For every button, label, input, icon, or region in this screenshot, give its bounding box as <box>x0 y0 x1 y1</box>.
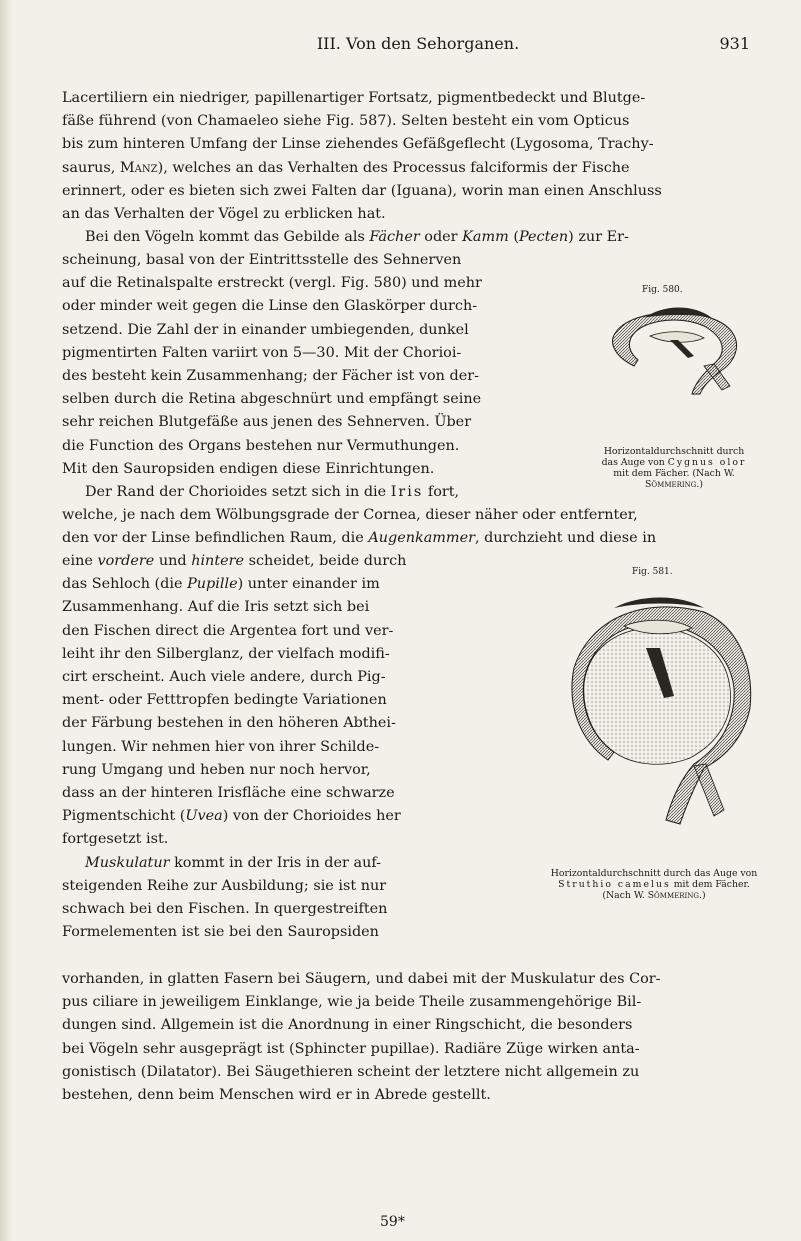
text-line: Zusammenhang. Auf die Iris setzt sich bei <box>62 599 370 616</box>
text-line: bis zum hinteren Umfang der Linse ziehendes Gefäßgeflecht (Lygosoma, Trachy- <box>62 136 654 153</box>
text-line: schwach bei den Fischen. In quergestreiften <box>62 901 388 918</box>
text-line: pigmentirten Falten variirt von 5—30. Mit der Chorioi- <box>62 344 462 361</box>
text-line: bei Vögeln sehr ausgeprägt ist (Sphincter pupillae). Radiäre Züge wirken anta- <box>62 1040 640 1057</box>
signature-mark: 59* <box>380 1214 405 1230</box>
text-line: scheinung, basal von der Eintrittsstelle des Sehnerven <box>62 252 462 268</box>
text-line: pus ciliare in jeweiligem Einklange, wie ja beide Theile zusammengehörige Bil- <box>62 994 642 1011</box>
figure-581-eye-section <box>554 588 756 828</box>
text-line: auf die Retinalspalte erstreckt (vergl. Fig. 580) und mehr <box>62 275 482 292</box>
text-line: Bei den Vögeln kommt das Gebilde als Fächer oder Kamm (Pecten) zur Er- <box>85 229 629 245</box>
figure-580-caption: Horizontaldurchschnitt durch das Auge von Cygnus olor mit dem Fächer. (Nach W. Sömmering.) <box>601 446 747 490</box>
text-line: gonistisch (Dilatator). Bei Säugethieren scheint der letztere nicht allgemein zu <box>62 1063 640 1080</box>
text-line: ment- oder Fetttropfen bedingte Variationen <box>62 692 387 709</box>
text-line: cirt erscheint. Auch viele andere, durch Pig- <box>62 669 386 686</box>
text-line: Formelementen ist sie bei den Sauropsiden <box>62 924 379 941</box>
text-line: an das Verhalten der Vögel zu erblicken hat. <box>62 206 386 223</box>
text-line: Mit den Sauropsiden endigen diese Einrichtungen. <box>62 460 435 477</box>
text-line: welche, je nach dem Wölbungsgrade der Cornea, dieser näher oder entfernter, <box>62 507 638 523</box>
figure-581-caption: Horizontaldurchschnitt durch das Auge von Struthio camelus mit dem Fächer. (Nach W. Sömmering.) <box>550 868 758 901</box>
paragraph-3-full <box>62 504 656 550</box>
paragraph-2-start <box>62 226 629 249</box>
text-line: fortgesetzt ist. <box>62 831 169 848</box>
paragraph-3-column <box>62 550 406 944</box>
text-line: steigenden Reihe zur Ausbildung; sie ist nur <box>62 877 387 894</box>
text-line: Pigmentschicht (Uvea) von der Chorioides her <box>62 808 401 825</box>
text-line: Muskulatur kommt in der Iris in der auf- <box>85 854 382 871</box>
text-line: erinnert, oder es bieten sich zwei Falten dar (Iguana), worin man einen Anschluss <box>62 182 662 199</box>
text-line: bestehen, denn beim Menschen wird er in Abrede gestellt. <box>62 1087 491 1104</box>
text-line: die Function des Organs bestehen nur Vermuthungen. <box>62 437 460 454</box>
figure-580-eye-section <box>604 300 746 396</box>
text-line: des besteht kein Zusammenhang; der Fächer ist von der- <box>62 368 479 385</box>
text-line: Der Rand der Chorioides setzt sich in die Iris fort, <box>85 484 460 501</box>
text-line: dass an der hinteren Irisfläche eine schwarze <box>62 785 395 802</box>
text-line: lungen. Wir nehmen hier von ihrer Schilde- <box>62 738 380 755</box>
text-line: den vor der Linse befindlichen Raum, die Augenkammer, durchzieht und diese in <box>62 530 657 547</box>
author-name: Manz <box>119 159 158 176</box>
text-line: oder minder weit gegen die Linse den Glaskörper durch- <box>62 298 478 315</box>
text-line: leiht ihr den Silberglanz, der vielfach modifi- <box>62 645 390 662</box>
text-line: setzend. Die Zahl der in einander umbiegenden, dunkel <box>62 321 469 338</box>
text-line: der Färbung bestehen in den höheren Abthei- <box>62 715 396 732</box>
paragraph-2-column <box>62 249 482 504</box>
text-line: rung Umgang und heben nur noch hervor, <box>62 761 371 778</box>
text-line: fäße führend (von Chamaeleo siehe Fig. 587). Selten besteht ein vom Opticus <box>62 113 630 130</box>
figure-581-label: Fig. 581. <box>632 567 673 577</box>
text-line: sehr reichen Blutgefäße aus jenen des Sehnerven. Über <box>62 414 472 431</box>
text-line: selben durch die Retina abgeschnürt und empfängt seine <box>62 391 482 408</box>
header-title: III. Von den Sehorganen. <box>316 34 520 53</box>
text-line: das Sehloch (die Pupille) unter einander im <box>62 576 380 593</box>
text-line: den Fischen direct die Argentea fort und ver- <box>62 622 394 639</box>
text-line: vorhanden, in glatten Fasern bei Säugern, und dabei mit der Muskulatur des Cor- <box>62 971 661 987</box>
text-line: dungen sind. Allgemein ist die Anordnung in einer Ringschicht, die besonders <box>62 1017 633 1034</box>
page-gutter-shadow <box>0 0 12 1241</box>
paragraph-1 <box>62 87 662 226</box>
paragraph-4-full <box>62 968 661 1107</box>
figure-580-label: Fig. 580. <box>642 285 683 295</box>
text-line: saurus, Manz), welches an das Verhalten des Processus falciformis der Fische <box>62 159 630 176</box>
page-number: 931 <box>719 34 750 53</box>
text-line: Lacertiliern ein niedriger, papillenartiger Fortsatz, pigmentbedeckt und Blutge- <box>62 90 646 106</box>
running-header <box>86 34 750 56</box>
text-line: eine vordere und hintere scheidet, beide durch <box>62 553 407 569</box>
